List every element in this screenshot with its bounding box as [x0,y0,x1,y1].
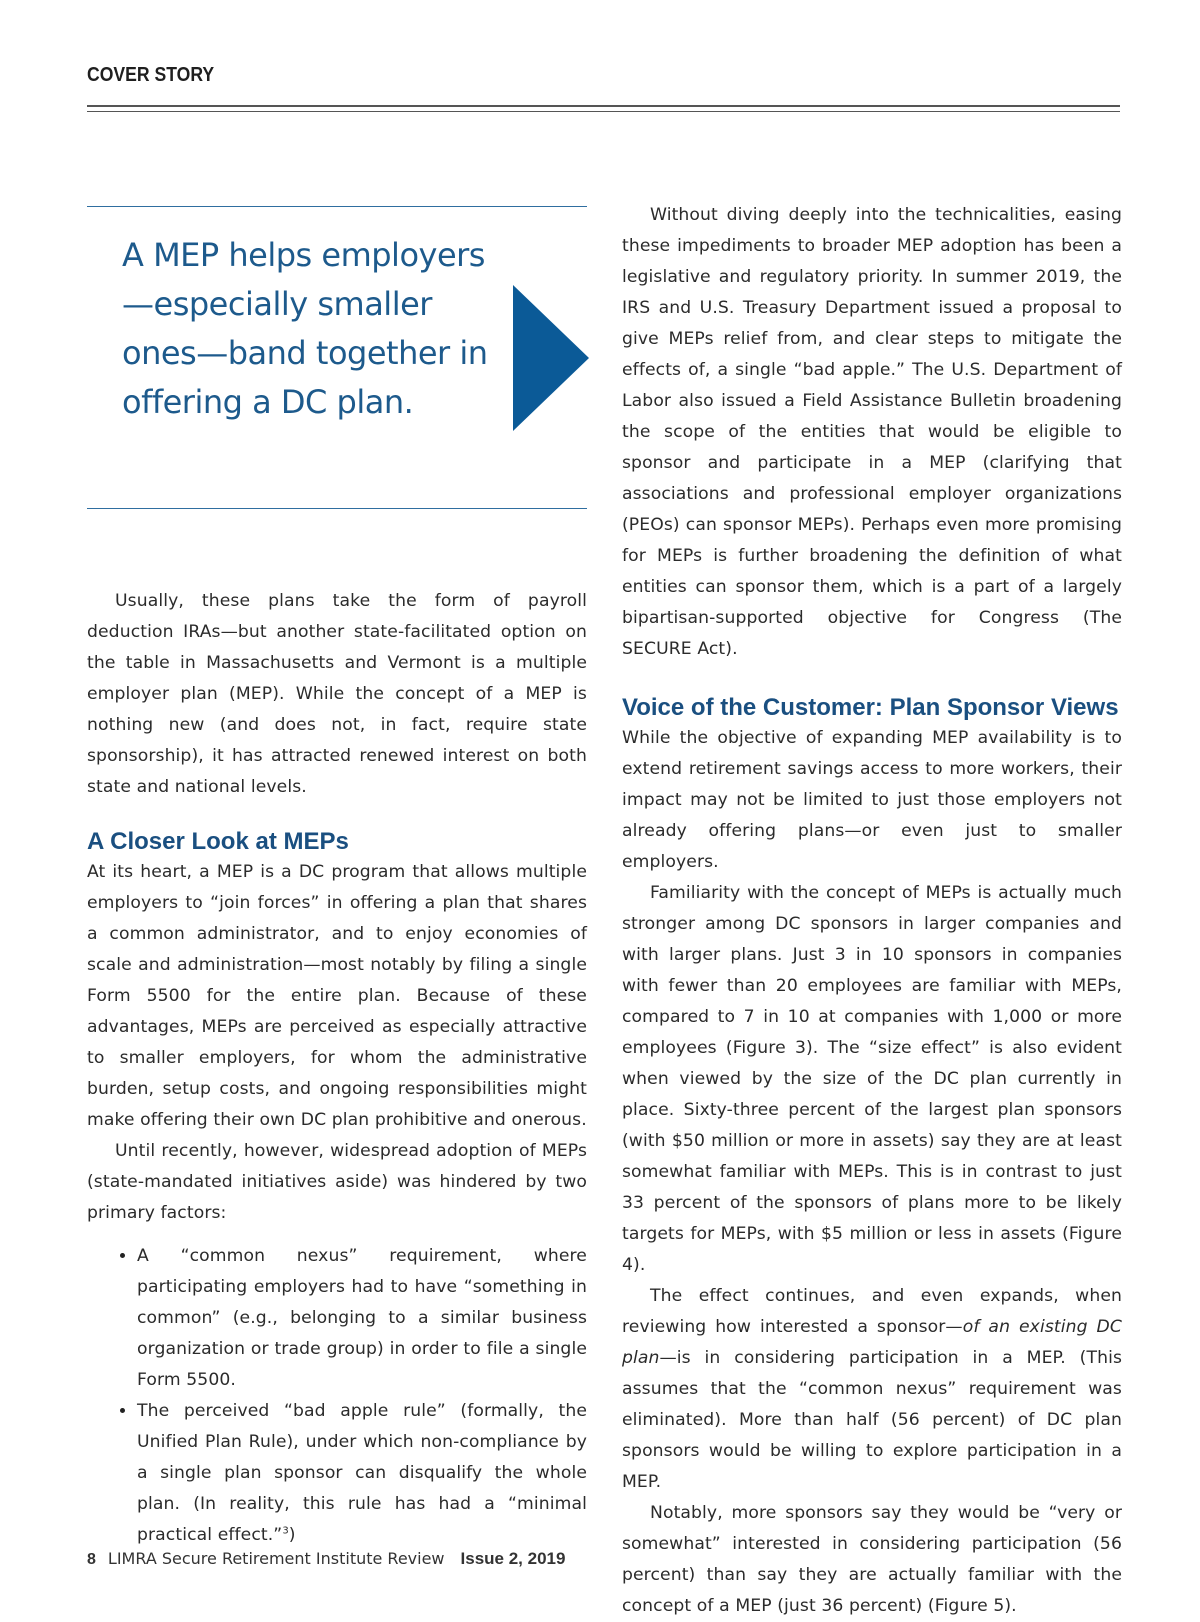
pull-quote-rule-bottom [87,508,587,509]
list-item-text-end: ) [288,1525,296,1545]
body-paragraph: While the objective of expanding MEP availability is to extend retirement savings access to more workers, their impact may not be limited to just those employers not already offering plans—or even just to smaller employers. [622,728,1122,872]
body-paragraph: Notably, more sponsors say they would be “very or somewhat” interested in considering participation (56 percent) than say they are actually familiar with the concept of a MEP (just 36 percent) (Figure 5). [622,1503,1122,1616]
emphasis-text: of an existing DC plan [622,1317,1122,1368]
triangle-arrow-icon [513,285,589,431]
text-run: The effect continues, and even expands, when reviewing how interested a sponsor— [622,1286,1122,1337]
list-item [137,1241,587,1396]
body-paragraph: Without diving deeply into the technicalities, easing these impediments to broader MEP adoption has been a legislative and regulatory priority. In summer 2019, the IRS and U.S. Treasury Department issued a proposal to give MEPs relief from, and clear steps to mitigate the effects of, a single “bad apple.” The U.S. Department of Labor also issued a Field Assistance Bulletin broadening the scope of the entities that would be eligible to sponsor and participate in a MEP (clarifying that associations and professional employer organizations (PEOs) can sponsor MEPs). Perhaps even more promising for MEPs is further broadening the definition of what entities can sponsor them, which is a part of a largely bipartisan-supported objective for Congress (The SECURE Act). [622,205,1122,659]
page-number: 8 [87,1551,96,1568]
body-paragraph [622,1281,1122,1498]
list-item [137,1396,587,1551]
pull-quote-rule-top [87,206,587,207]
section-label: COVER STORY [87,64,215,86]
pull-quote: A MEP helps employers—especially smaller ones—band together in offering a DC plan. [122,236,488,421]
list-item-text: A “common nexus” requirement, where participating employers had to have “something in common” (e.g., belonging to a similar business organization or trade group) in order to file a single Form 5500. [137,1246,587,1390]
issue-label: Issue 2, 2019 [460,1549,566,1568]
section-heading-voice-of-customer: Voice of the Customer: Plan Sponsor Views [622,694,1119,721]
footnote-ref: 3 [282,1525,289,1537]
publication-name: LIMRA Secure Retirement Institute Review [107,1549,445,1568]
page-footer [87,1549,565,1569]
factor-list [87,1241,587,1551]
header-rule-thin [87,111,1120,112]
left-column [87,586,587,1551]
text-run: —is in considering participation in a MEP. (This assumes that the “common nexus” requirement was eliminated). More than half (56 percent) of DC plan sponsors would be willing to explore participation in a MEP. [622,1348,1122,1492]
section-heading-closer-look: A Closer Look at MEPs [87,828,349,855]
header-rule [87,105,1120,107]
body-paragraph: Familiarity with the concept of MEPs is actually much stronger among DC sponsors in larger companies and with larger plans. Just 3 in 10 sponsors in companies with fewer than 20 employees are familiar with MEPs, compared to 7 in 10 at companies with 1,000 or more employees (Figure 3). The “size effect” is also evident when viewed by the size of the DC plan currently in place. Sixty-three percent of the largest plan sponsors (with $50 million or more in assets) say they are at least somewhat familiar with MEPs. This is in contrast to just 33 percent of the sponsors of plans more to be likely targets for MEPs, with $5 million or less in assets (Figure 4). [622,883,1122,1275]
list-item-text: The perceived “bad apple rule” (formally, the Unified Plan Rule), under which non-compliance by a single plan sponsor can disqualify the whole plan. (In reality, this rule has had a “minimal practical effect.” [137,1401,587,1545]
intro-paragraph: Usually, these plans take the form of payroll deduction IRAs—but another state-facilitated option on the table in Massachusetts and Vermont is a multiple employer plan (MEP). While the concept of a MEP is nothing new (and does not, in fact, require state sponsorship), it has attracted renewed interest on both state and national levels. [87,591,587,797]
right-column [622,200,1122,1622]
body-paragraph: At its heart, a MEP is a DC program that allows multiple employers to “join forces” in offering a plan that shares a common administrator, and to enjoy economies of scale and administration—most notably by filing a single Form 5500 for the entire plan. Because of these advantages, MEPs are perceived as especially attractive to smaller employers, for whom the administrative burden, setup costs, and ongoing responsibilities might make offering their own DC plan prohibitive and onerous. [87,862,587,1130]
body-paragraph: Until recently, however, widespread adoption of MEPs (state-mandated initiatives aside) was hindered by two primary factors: [87,1141,587,1223]
